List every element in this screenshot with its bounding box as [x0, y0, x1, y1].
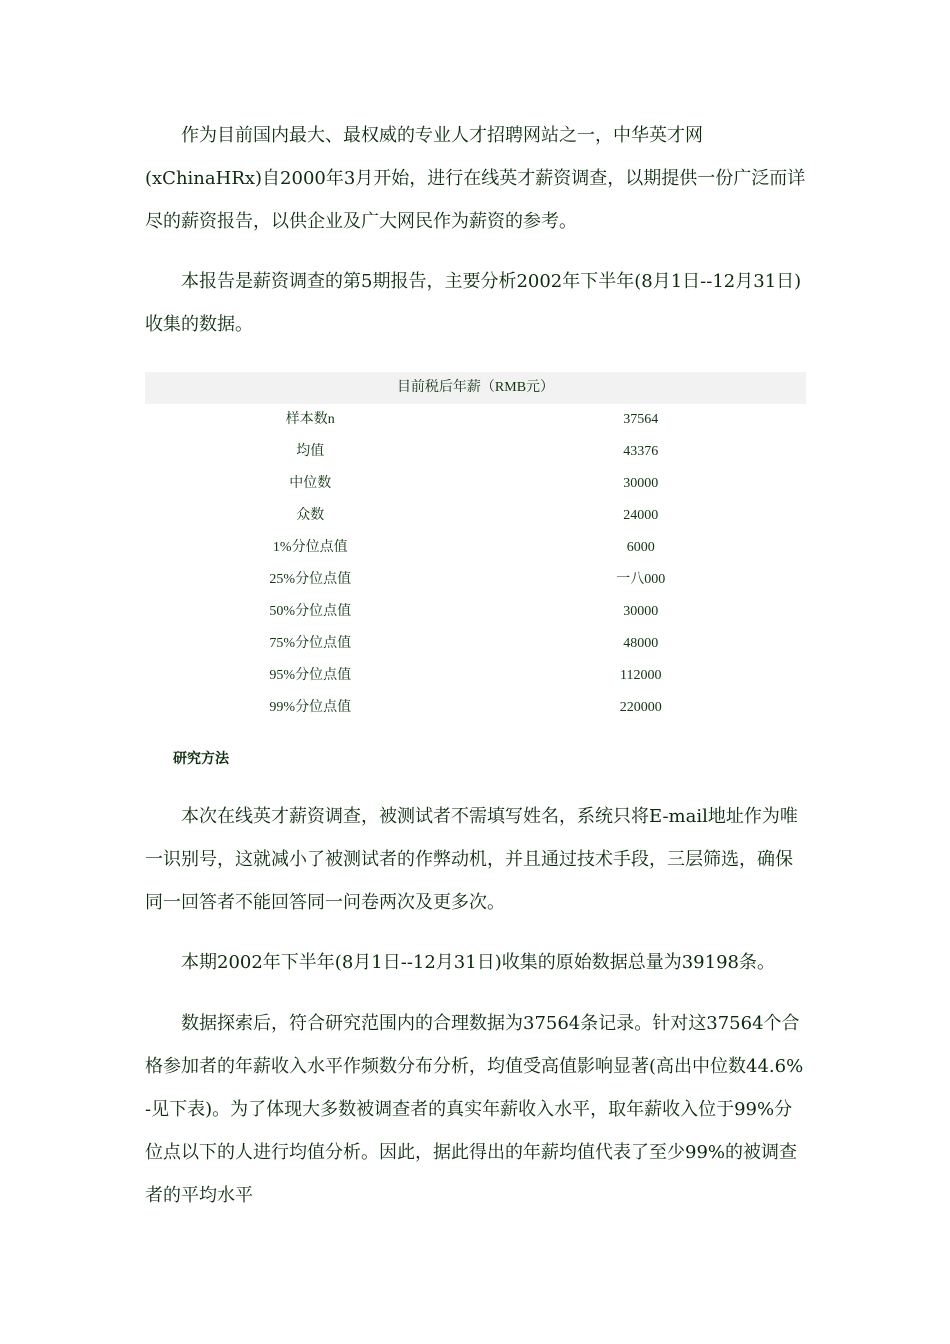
row-value: 43376: [623, 444, 659, 459]
table-row: [145, 532, 806, 564]
table-row: [145, 660, 806, 692]
table-row: [145, 436, 806, 468]
row-label: 1%分位点值: [272, 540, 348, 555]
row-value: 6000: [626, 540, 655, 555]
method-paragraph-3: 数据探索后，符合研究范围内的合理数据为37564条记录。针对这37564个合格参加者的年薪收入水平作频数分布分析，均值受高值影响显著(高出中位数44.6% -见下表)。为了体现大多数被调查者的真实年薪收入水平，取年薪收入位于99%分位点以下的人进行均值分析。因此，据此得出的年薪均值代表了至少99%的被调查者的平均水平: [145, 1013, 804, 1206]
row-value: 一八000: [616, 572, 666, 587]
row-value: 112000: [620, 668, 662, 683]
intro-paragraph-1: 作为目前国内最大、最权威的专业人才招聘网站之一，中华英才网(xChinaHRx)自2000年3月开始，进行在线英才薪资调查，以期提供一份广泛而详尽的薪资报告，以供企业及广大网民作为薪资的参考。: [145, 125, 806, 232]
row-label: 样本数n: [285, 412, 335, 427]
row-value: 30000: [623, 476, 659, 491]
section-title-method: 研究方法: [173, 750, 229, 766]
row-label: 均值: [296, 444, 325, 459]
row-label: 25%分位点值: [269, 572, 352, 587]
salary-table: [145, 372, 806, 724]
table-row: [145, 628, 806, 660]
table-row: [145, 596, 806, 628]
table-row: [145, 564, 806, 596]
intro-paragraph-2: 本报告是薪资调查的第5期报告，主要分析2002年下半年(8月1日--12月31日)收集的数据。: [145, 271, 802, 335]
table-row: [145, 692, 806, 724]
row-label: 众数: [296, 508, 325, 523]
table-row: [145, 500, 806, 532]
table-header: 目前税后年薪（RMB元）: [145, 372, 806, 404]
row-label: 99%分位点值: [269, 700, 352, 715]
row-label: 95%分位点值: [269, 668, 352, 683]
row-value: 24000: [623, 508, 659, 523]
row-value: 48000: [623, 636, 659, 651]
row-label: 中位数: [289, 476, 332, 491]
row-label: 50%分位点值: [269, 604, 352, 619]
row-value: 220000: [619, 700, 662, 715]
row-value: 37564: [623, 412, 659, 427]
row-label: 75%分位点值: [269, 636, 352, 651]
method-paragraph-1: 本次在线英才薪资调查，被测试者不需填写姓名，系统只将E-mail地址作为唯一识别号，这就减小了被测试者的作弊动机，并且通过技术手段，三层筛选，确保同一回答者不能回答同一问卷两次及更多次。: [145, 806, 798, 913]
row-value: 30000: [623, 604, 659, 619]
table-row: [145, 468, 806, 500]
table-row: [145, 404, 806, 436]
method-paragraph-2: 本期2002年下半年(8月1日--12月31日)收集的原始数据总量为39198条。: [181, 952, 775, 973]
